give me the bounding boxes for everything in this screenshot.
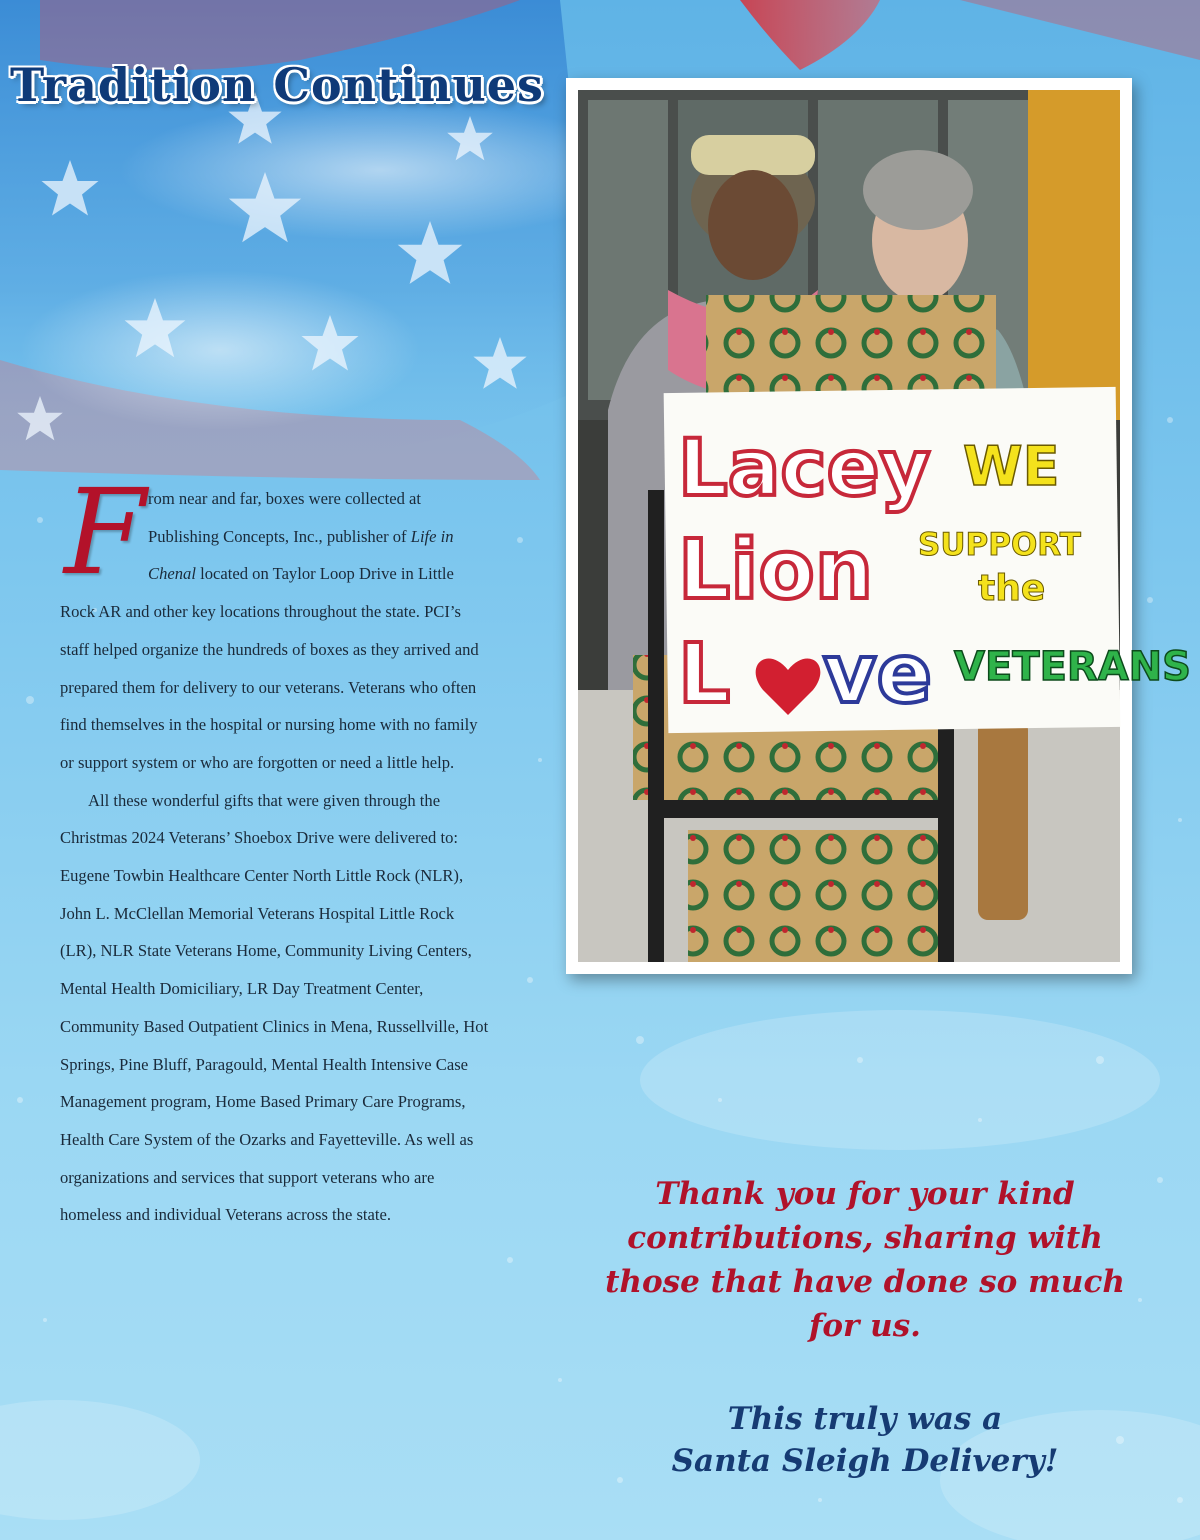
article-paragraph-2: All these wonderful gifts that were given through the Christmas 2024 Veterans’ Shoebox Drive were delivered to: Eugene Towbin Healthcare Center North Little Rock (NLR), John L. McClellan Memorial Veterans Hospital Little Rock (LR), NLR State Veterans Home, Community Living Centers, Mental Health Domiciliary, LR Day Treatment Center, Community Based Outpatient Clinics in Mena, Russellville, Hot Springs, Pine Bluff, Paragould, Mental Health Intensive Case Management program, Home Based Primary Care Programs, Health Care System of the Ozarks and Fayetteville. As well as organizations and services that support veterans who are homeless and individual Veterans across the state. [60, 790, 489, 1225]
photo-frame [566, 78, 1191, 974]
thank-you-message: Thank you for your kind contributions, sharing with those that have done so much for us. [605, 1176, 1125, 1344]
closing-line-2: Santa Sleigh Delivery! [671, 1443, 1059, 1479]
article-body [60, 463, 490, 1234]
page-title: Tradition Continues [10, 58, 544, 112]
closing-message [600, 1398, 1130, 1482]
paragraph-1-text-a: rom near and far, boxes were collected at Publishing Concepts, Inc., publisher of [148, 489, 421, 546]
sign-support: SUPPORT [918, 527, 1081, 563]
paragraph-1-text-b: located on Taylor Loop Drive in Little Rock AR and other key locations throughout the state. PCI’s staff helped organize the hundreds of boxes as they arrived and prepared them for delivery to our veterans. Veterans who often find themselves in the hospital or nursing home with no family or support system or who are forgotten or need a little help. [60, 564, 479, 772]
sign-love-l: L [678, 627, 731, 722]
closing-line-1: This truly was a [727, 1401, 1003, 1437]
sign-lion: Lion [678, 523, 874, 618]
drop-cap: F [64, 463, 146, 601]
sign-we: WE [963, 435, 1060, 498]
volunteers-photo [578, 90, 1191, 962]
sign-veterans: VETERANS [954, 644, 1191, 690]
sign-the: the [978, 568, 1046, 609]
article-paragraph-1 [60, 463, 490, 782]
sign-love-ve: ve [823, 627, 933, 722]
sign-lacey: Lacey [678, 424, 931, 514]
publication-name: Life in Chenal [148, 526, 454, 584]
